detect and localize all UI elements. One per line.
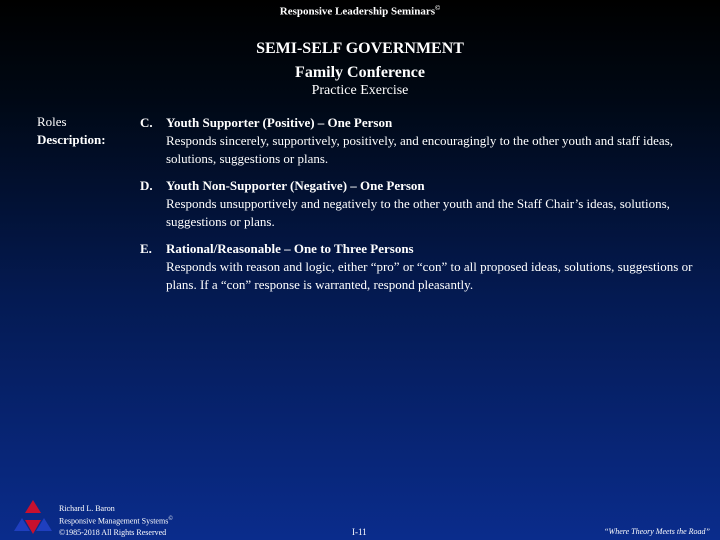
header-mark: © [435, 4, 441, 12]
role-item-d [140, 177, 700, 231]
role-title: Rational/Reasonable – One to Three Persons [166, 241, 414, 256]
role-heading [140, 240, 700, 258]
role-letter: C. [140, 115, 153, 130]
title-line-1: SEMI-SELF GOVERNMENT [256, 40, 464, 57]
role-description: Responds sincerely, supportively, positively, and encouragingly to the other youth and staff ideas, solutions, suggestions or plans. [166, 133, 674, 166]
page-number: I-11 [352, 527, 367, 537]
roles-label-line-2: Description: [37, 132, 106, 147]
footer-company-mark: © [168, 516, 173, 522]
footer-tagline: “Where Theory Meets the Road” [604, 527, 710, 536]
logo-top-triangle [25, 500, 41, 513]
seminar-header [0, 4, 720, 18]
role-letter: D. [140, 178, 153, 193]
role-description: Responds unsupportively and negatively to the other youth and the Staff Chair’s ideas, solutions, suggestions or plans. [166, 196, 670, 229]
title-line-2: Family Conference [295, 64, 425, 81]
footer-company: Responsive Management Systems [59, 516, 169, 526]
footer-copyright: ©1985-2018 All Rights Reserved [59, 527, 167, 537]
exercise-subtitle: Practice Exercise [311, 83, 409, 98]
role-heading [140, 114, 700, 132]
role-title: Youth Non-Supporter (Negative) – One Person [166, 178, 425, 193]
footer-company-line [59, 514, 173, 527]
role-letter: E. [140, 241, 152, 256]
role-item-e [140, 240, 700, 294]
page-title [0, 37, 720, 85]
triangle-logo-icon [10, 498, 56, 538]
roles-label-line-1: Roles [37, 114, 67, 129]
role-title: Youth Supporter (Positive) – One Person [166, 115, 393, 130]
role-description: Responds with reason and logic, either “pro” or “con” to all proposed ideas, solutions, suggestions or plans. If a “con” response is warranted, respond pleasantly. [166, 259, 693, 292]
footer-credits [59, 503, 173, 538]
roles-label [37, 113, 132, 149]
footer-author: Richard L. Baron [59, 504, 115, 513]
role-heading [140, 177, 700, 195]
header-text: Responsive Leadership Seminars [279, 5, 435, 18]
role-item-c [140, 114, 700, 168]
